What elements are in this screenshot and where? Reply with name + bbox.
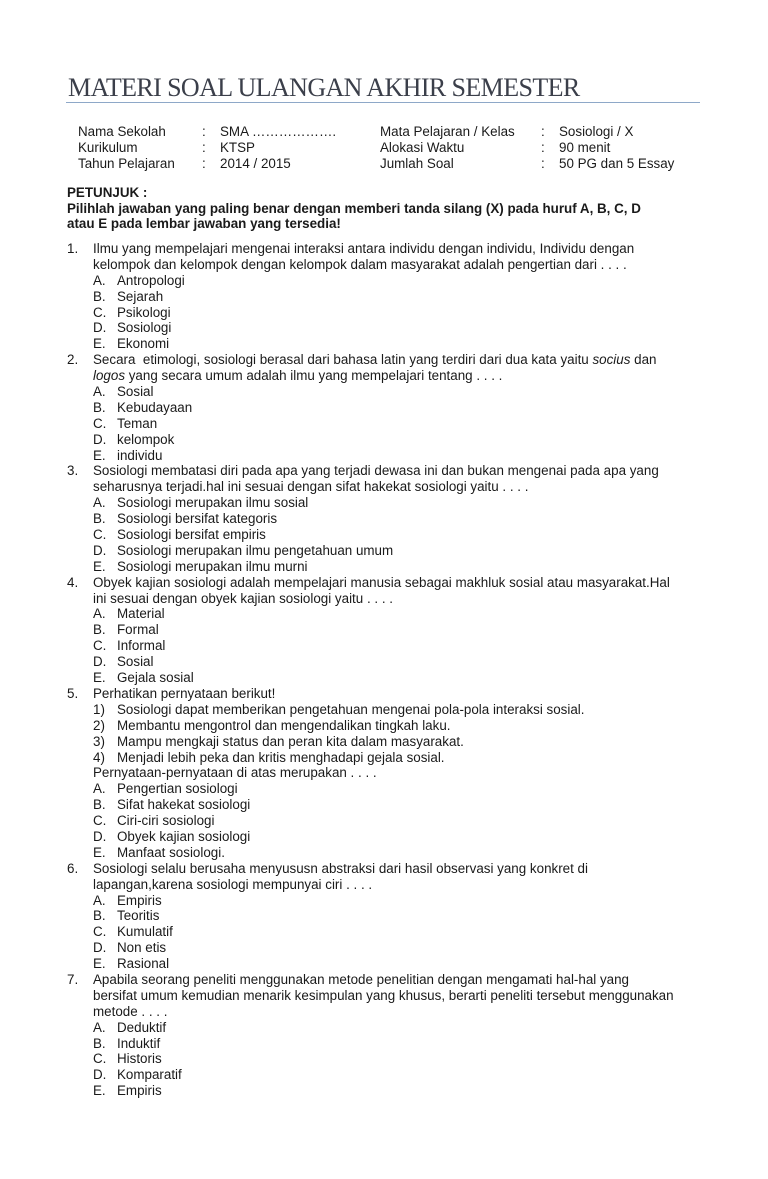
option-d (67, 654, 707, 670)
option-d (67, 940, 707, 956)
question-list (67, 241, 707, 1099)
option-label: A. (93, 272, 106, 288)
option-text: Deduktif (117, 1019, 167, 1035)
option-d (67, 543, 707, 559)
option-label: D. (93, 542, 107, 558)
question-text: Perhatikan pernyataan berikut! (93, 685, 276, 701)
option-label: E. (93, 670, 106, 686)
question-text: Sosiologi membatasi diri pada apa yang terjadi dewasa ini dan bukan mengenai pada apa yang (93, 463, 659, 479)
info-colons-right (541, 124, 545, 172)
question-number: 4. (67, 574, 79, 590)
option-text: Formal (117, 622, 159, 638)
option-a (67, 781, 707, 797)
option-text: Gejala sosial (117, 670, 194, 686)
option-label: B. (93, 797, 106, 813)
question-text (67, 368, 707, 384)
option-text: Sosiologi merupakan ilmu murni (117, 558, 308, 574)
option-b (67, 797, 707, 813)
option-label: B. (93, 399, 106, 415)
option-text: Empiris (117, 1083, 162, 1099)
info-label: Nama Sekolah (78, 124, 166, 139)
page-title: MATERI SOAL ULANGAN AKHIR SEMESTER (68, 73, 580, 102)
option-e (67, 1083, 707, 1099)
info-colon: : (202, 140, 206, 155)
question-number: 6. (67, 860, 79, 876)
question-number: 1. (67, 241, 79, 256)
info-colon: : (541, 156, 545, 171)
option-b (67, 908, 707, 924)
option-d (67, 432, 707, 448)
question-4 (67, 575, 707, 686)
question-text: Apabila seorang peneliti menggunakan metode penelitian dengan mengamati hal-hal yang (93, 971, 630, 987)
option-c (67, 638, 707, 654)
option-text: Teoritis (117, 908, 160, 924)
question-text: metode . . . . (93, 1003, 168, 1019)
option-e (67, 956, 707, 972)
statement-text: Mampu mengkaji status dan peran kita dalam masyarakat. (117, 733, 464, 749)
info-value: 50 PG dan 5 Essay (559, 156, 675, 171)
info-labels-left (78, 124, 175, 172)
option-c (67, 527, 707, 543)
option-text: individu (117, 447, 163, 463)
option-b (67, 289, 707, 305)
info-colon: : (541, 124, 545, 139)
question-text: kelompok dan kelompok dengan kelompok dalam masyarakat adalah pengertian dari . . . . (93, 256, 627, 272)
info-value: Sosiologi / X (559, 124, 634, 139)
question-text-part: dan (630, 352, 657, 368)
option-e (67, 670, 707, 686)
statement-text: Menjadi lebih peka dan kritis menghadapi gejala sosial. (117, 749, 445, 765)
question-number: 5. (67, 685, 79, 701)
option-label: E. (93, 1083, 106, 1099)
option-label: C. (93, 813, 107, 829)
info-values-right (559, 124, 674, 172)
option-a (67, 273, 707, 289)
option-d (67, 320, 707, 336)
statement-text: Sosiologi dapat memberikan pengetahuan mengenai pola-pola interaksi sosial. (117, 701, 585, 717)
statement-label: 4) (93, 749, 105, 765)
info-value: 90 menit (559, 140, 611, 155)
question-text (93, 352, 657, 368)
option-text: Pengertian sosiologi (117, 781, 238, 797)
option-text: Kebudayaan (117, 399, 193, 415)
option-label: B. (93, 1035, 106, 1051)
question-number: 2. (67, 352, 79, 368)
option-label: C. (93, 1051, 107, 1067)
question-text: bersifat umum kemudian menarik kesimpulan yang khusus, berarti peneliti tersebut menggunakan (93, 987, 674, 1003)
option-text: Manfaat sosiologi. (117, 844, 225, 860)
instructions-line: Pilihlah jawaban yang paling benar dengan memberi tanda silang (X) pada huruf A, B, C, D (67, 200, 641, 216)
option-a (67, 495, 707, 511)
option-text: kelompok (117, 431, 175, 447)
option-text: Sosial (117, 654, 154, 670)
option-d (67, 829, 707, 845)
option-label: A. (93, 781, 106, 797)
statement-item (67, 750, 707, 766)
instructions-heading: PETUNJUK : (67, 185, 148, 200)
option-label: A. (93, 1019, 106, 1035)
option-label: E. (93, 447, 106, 463)
option-e (67, 336, 707, 352)
question-text-part: yang secara umum adalah ilmu yang mempelajari tentang . . . . (125, 368, 503, 384)
question-text: seharusnya terjadi.hal ini sesuai dengan sifat hakekat sosiologi yaitu . . . . (93, 479, 529, 495)
option-label: A. (93, 384, 106, 400)
option-label: A. (93, 892, 106, 908)
option-text: Kumulatif (117, 924, 173, 940)
option-text: Komparatif (117, 1067, 182, 1083)
option-label: D. (93, 828, 107, 844)
option-e (67, 845, 707, 861)
option-label: E. (93, 956, 106, 972)
info-colon: : (202, 124, 206, 139)
option-text: Non etis (117, 940, 167, 956)
option-text: Teman (117, 415, 158, 431)
option-label: D. (93, 940, 107, 956)
info-label: Tahun Pelajaran (78, 156, 175, 171)
info-labels-right (380, 124, 515, 172)
option-text: Informal (117, 638, 166, 654)
question-6 (67, 861, 707, 972)
info-label: Jumlah Soal (380, 156, 454, 171)
option-text: Material (117, 606, 165, 622)
question-text: ini sesuai dengan obyek kajian sosiologi yaitu . . . . (93, 590, 393, 606)
option-text: Ekonomi (117, 336, 170, 352)
statement-label: 1) (93, 701, 105, 717)
option-label: E. (93, 558, 106, 574)
option-a (67, 893, 707, 909)
statement-item (67, 702, 707, 718)
statement-text: Membantu mengontrol dan mengendalikan tingkah laku. (117, 717, 451, 733)
option-c (67, 1051, 707, 1067)
statement-label: 3) (93, 733, 105, 749)
info-label: Mata Pelajaran / Kelas (380, 124, 515, 139)
question-2 (67, 352, 707, 463)
question-7 (67, 972, 707, 1099)
question-text-part: Secara etimologi, sosiologi berasal dari bahasa latin yang terdiri dari dua kata yaitu (93, 352, 593, 368)
option-label: C. (93, 415, 107, 431)
option-label: D. (93, 1067, 107, 1083)
info-colon: : (541, 140, 545, 155)
info-value: 2014 / 2015 (220, 156, 291, 171)
option-text: Historis (117, 1051, 162, 1067)
option-a (67, 1020, 707, 1036)
option-text: Psikologi (117, 304, 171, 320)
option-label: B. (93, 908, 106, 924)
option-label: E. (93, 844, 106, 860)
option-text: Sejarah (117, 288, 164, 304)
question-text: Obyek kajian sosiologi adalah mempelajari manusia sebagai makhluk sosial atau masyarakat.Hal (93, 574, 670, 590)
option-text: Sosiologi merupakan ilmu sosial (117, 495, 309, 511)
option-e (67, 448, 707, 464)
statement-label: 2) (93, 717, 105, 733)
option-label: A. (93, 495, 106, 511)
option-b (67, 400, 707, 416)
option-label: B. (93, 288, 106, 304)
option-label: D. (93, 654, 107, 670)
info-label: Alokasi Waktu (380, 140, 465, 155)
info-value: KTSP (220, 140, 255, 155)
option-text: Sosiologi bersifat empiris (117, 527, 266, 543)
option-label: C. (93, 924, 107, 940)
option-d (67, 1067, 707, 1083)
option-label: D. (93, 320, 107, 336)
option-text: Sosial (117, 384, 154, 400)
option-b (67, 1036, 707, 1052)
option-text: Sosiologi (117, 320, 172, 336)
info-values-left (220, 124, 336, 172)
option-text: Sosiologi merupakan ilmu pengetahuan umum (117, 542, 394, 558)
option-label: C. (93, 527, 107, 543)
statement-item (67, 718, 707, 734)
statement-item (67, 734, 707, 750)
option-b (67, 511, 707, 527)
instructions-line: atau E pada lembar jawaban yang tersedia! (67, 216, 341, 232)
option-text: Obyek kajian sosiologi (117, 828, 251, 844)
option-a (67, 606, 707, 622)
option-text: Empiris (117, 892, 162, 908)
option-a (67, 384, 707, 400)
option-text: Antropologi (117, 272, 185, 288)
option-label: D. (93, 431, 107, 447)
option-text: Sosiologi bersifat kategoris (117, 511, 278, 527)
option-e (67, 559, 707, 575)
question-term: logos (93, 368, 126, 384)
info-colons-left (202, 124, 206, 172)
option-label: A. (93, 606, 106, 622)
option-c (67, 924, 707, 940)
info-label: Kurikulum (78, 140, 138, 155)
option-text: Induktif (117, 1035, 161, 1051)
info-value: SMA ………………. (220, 124, 337, 139)
option-label: B. (93, 511, 106, 527)
question-3 (67, 463, 707, 574)
question-text: Pernyataan-pernyataan di atas merupakan . . . . (93, 765, 377, 781)
option-b (67, 622, 707, 638)
option-c (67, 305, 707, 321)
question-number: 3. (67, 463, 79, 479)
question-term: socius (592, 352, 631, 368)
question-1 (67, 241, 707, 352)
instructions (67, 185, 707, 232)
option-text: Sifat hakekat sosiologi (117, 797, 251, 813)
option-c (67, 416, 707, 432)
option-text: Rasional (117, 956, 170, 972)
question-text: Ilmu yang mempelajari mengenai interaksi antara individu dengan individu, Individu dengan (93, 241, 635, 256)
question-text: Sosiologi selalu berusaha menyususn abstraksi dari hasil observasi yang konkret di (93, 860, 588, 876)
question-5 (67, 686, 707, 861)
question-text: lapangan,karena sosiologi mempunyai ciri . . . . (93, 876, 373, 892)
option-c (67, 813, 707, 829)
option-text: Ciri-ciri sosiologi (117, 813, 215, 829)
option-label: C. (93, 638, 107, 654)
option-label: C. (93, 304, 107, 320)
option-label: B. (93, 622, 106, 638)
title-divider (66, 102, 700, 103)
option-label: E. (93, 336, 106, 352)
info-colon: : (202, 156, 206, 171)
question-number: 7. (67, 971, 79, 987)
